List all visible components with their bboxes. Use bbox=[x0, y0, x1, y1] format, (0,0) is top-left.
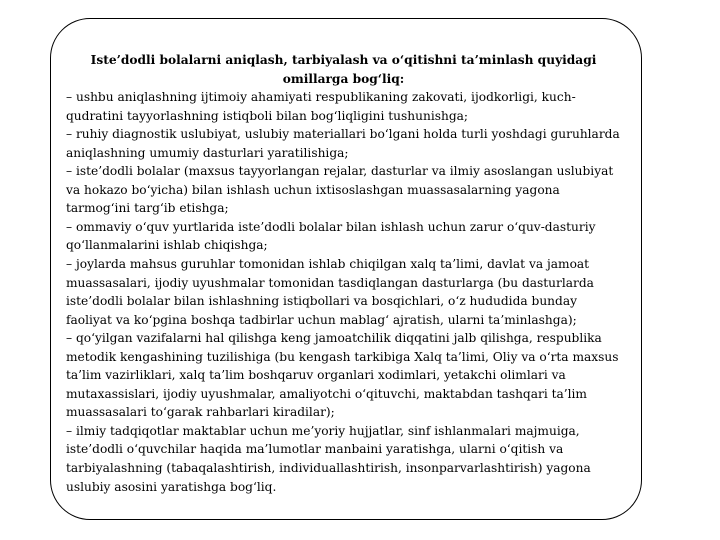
slide-heading: Iste’dodli bolalarni aniqlash, tarbiyalash va o‘qitishni ta’minlash quyidagi omillarga bog‘liq: bbox=[90, 53, 597, 86]
list-item: – ruhiy diagnostik uslubiyat, uslubiy materiallari bo‘lgani holda turli yoshdagi guruhlarda aniqlashning umumiy dasturlari yaratilishiga; bbox=[66, 127, 620, 160]
list-item: – iste’dodli bolalar (maxsus tayyorlangan rejalar, dasturlar va ilmiy asoslangan uslubiyat va hokazo bo‘yicha) bilan ishlash uchun ixtisoslashgan muassasalarning yagona tarmog‘ini targ‘ib etishga; bbox=[66, 164, 614, 216]
list-item: – ilmiy tadqiqotlar maktablar uchun me’yoriy hujjatlar, sinf ishlanmalari majmuiga, iste’dodli o‘quvchilar haqida ma’lumotlar manbaini yaratishga, ularni o‘qitish va tarbiyalashning (tabaqalashtirish, individuallashtirish, insonparvarlashtirish) yagona uslubiy asosini yaratishga bog‘liq. bbox=[66, 423, 591, 494]
list-item: – ushbu aniqlashning ijtimoiy ahamiyati respublikaning zakovati, ijodkorligi, kuch-qudratini tayyorlashning istiqboli bilan bog‘liqligini tushunishga; bbox=[66, 90, 576, 123]
list-item: – qo‘yilgan vazifalarni hal qilishga keng jamoatchilik diqqatini jalb qilishga, respublika metodik kengashining tuzilishiga (bu kengash tarkibiga Xalq ta’limi, Oliy va o‘rta maxsus ta’lim vazirliklari, xalq ta’lim boshqaruv organlari xodimlari, yetakchi olimlari va mutaxassislari, ijodiy uyushmalar, amaliyotchi o‘qituvchi, maktabdan tashqari ta’lim muassasalari to‘garak rahbarlari kiradilar); bbox=[66, 331, 619, 420]
list-item: – ommaviy o‘quv yurtlarida iste’dodli bolalar bilan ishlash uchun zarur o‘quv-dasturiy qo‘llanmalarini ishlab chiqishga; bbox=[66, 219, 596, 253]
list-item: – joylarda mahsus guruhlar tomonidan ishlab chiqilgan xalq ta’limi, davlat va jamoat muassasalari, ijodiy uyushmalar tomonidan tasdiqlangan dasturlarga (bu dasturlarda iste’dodli bolalar bilan ishlashning istiqbollari va bosqichlari, o‘z hududida bunday faoliyat va ko‘pgina boshqa tadbirlar uchun mablag‘ ajratish, ularni ta’minlashga); bbox=[66, 257, 594, 327]
slide-content bbox=[66, 51, 621, 496]
